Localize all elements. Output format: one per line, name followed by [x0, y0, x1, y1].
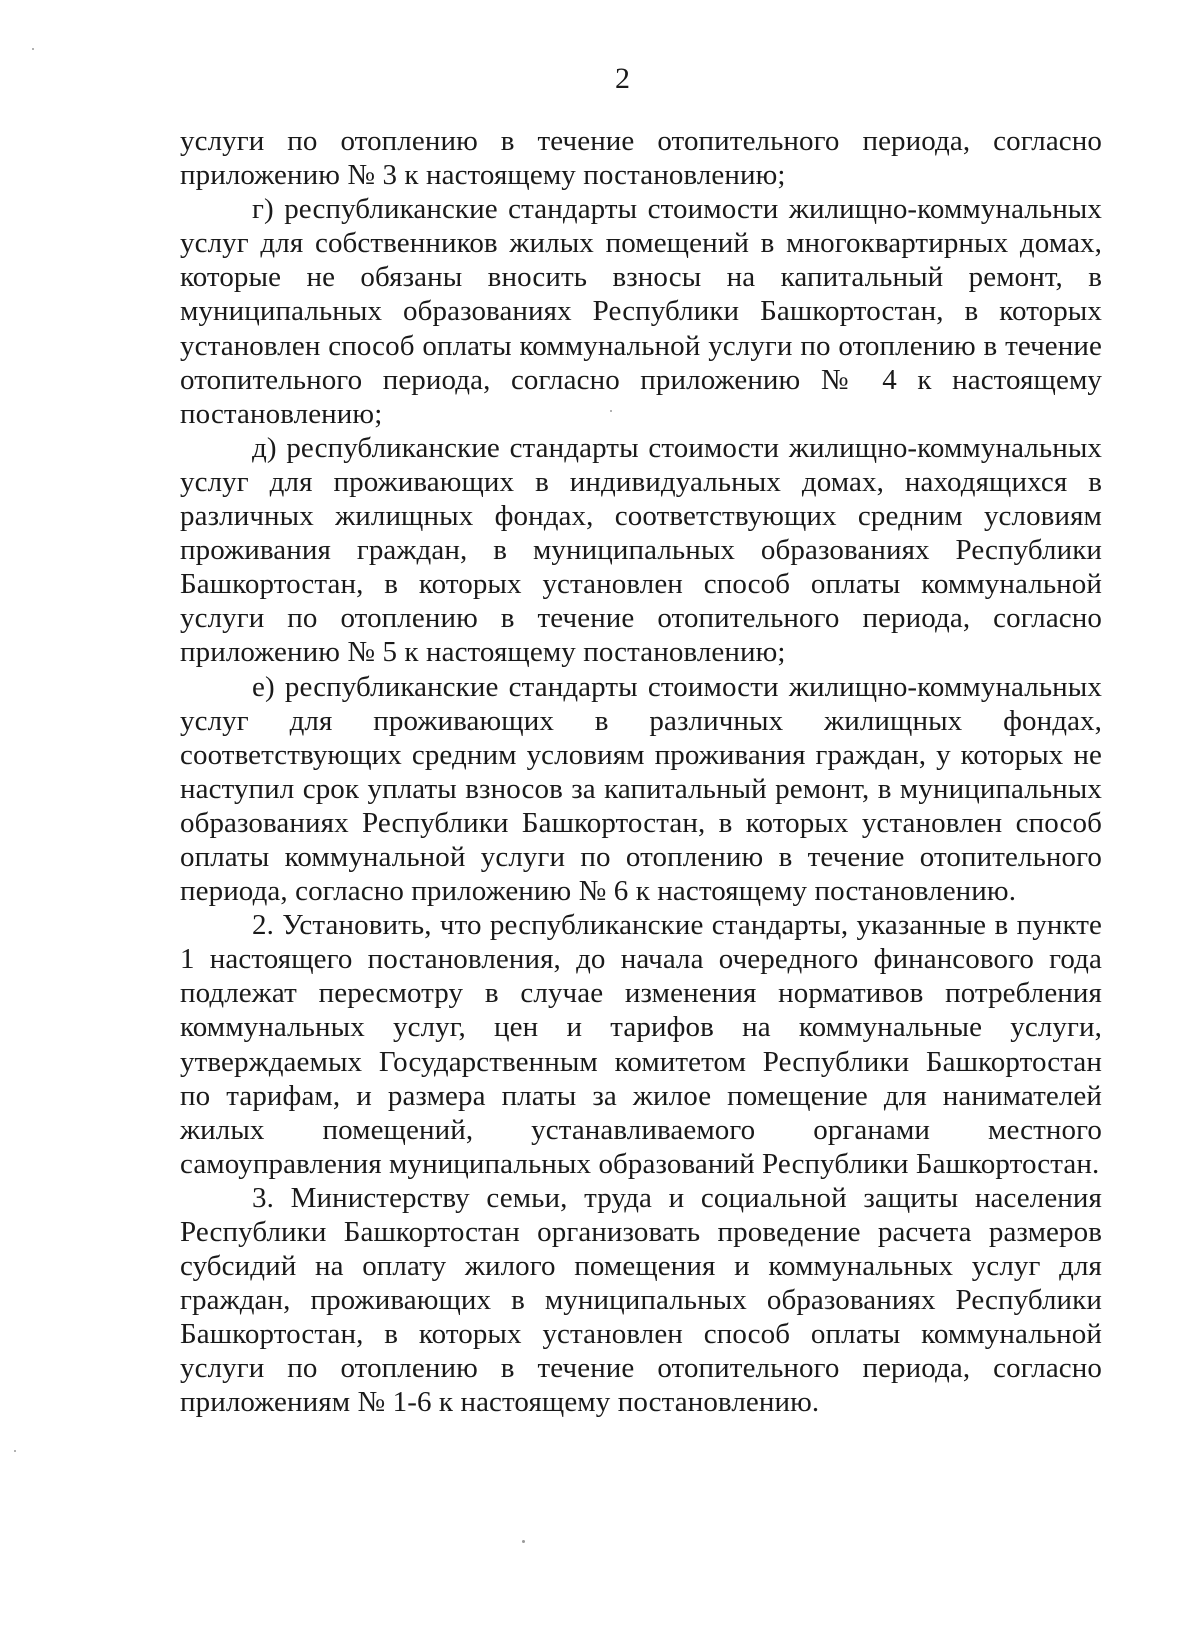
page-number: 2	[615, 62, 630, 95]
paragraph-item-g: г) республиканские стандарты стоимости жилищно-коммунальных услуг для собственников жилых помещений в многоквартирных домах, которые не обязаны вносить взносы на капитальный ремонт, в муниципальных образованиях Республики Башкортостан, в которых установлен способ оплаты коммунальной услуги по отоплению в течение отопительного периода, согласно приложению № 4 к настоящему постановлению;	[180, 193, 1102, 430]
scan-speck	[32, 48, 34, 50]
scan-speck	[610, 410, 612, 412]
paragraph-continuation: услуги по отоплению в течение отопительного периода, согласно приложению № 3 к настоящему постановлению;	[180, 125, 1102, 192]
paragraph-item-e: е) республиканские стандарты стоимости жилищно-коммунальных услуг для проживающих в различных жилищных фондах, соответствующих средним условиям проживания граждан, у которых не наступил срок уплаты взносов за капитальный ремонт, в муниципальных образованиях Республики Башкортостан, в которых установлен способ оплаты коммунальной услуги по отоплению в течение отопительного периода, согласно приложению № 6 к настоящему постановлению.	[180, 670, 1102, 908]
scan-speck	[522, 1540, 525, 1543]
paragraph-clause-3: 3. Министерству семьи, труда и социальной защиты населения Республики Башкортостан организовать проведение расчета размеров субсидий на оплату жилого помещения и коммунальных услуг для граждан, проживающих в муниципальных образованиях Республики Башкортостан, в которых установлен способ оплаты коммунальной услуги по отоплению в течение отопительного периода, согласно приложениям № 1-6 к настоящему постановлению.	[180, 1181, 1102, 1419]
paragraph-clause-2: 2. Установить, что республиканские стандарты, указанные в пункте 1 настоящего постановления, до начала очередного финансового года подлежат пересмотру в случае изменения нормативов потребления коммунальных услуг, цен и тарифов на коммунальные услуги, утверждаемых Государственным комитетом Республики Башкортостан по тарифам, и размера платы за жилое помещение для нанимателей жилых помещений, устанавливаемого органами местного самоуправления муниципальных образований Республики Башкортостан.	[180, 909, 1102, 1180]
scan-speck	[14, 1450, 16, 1452]
paragraph-item-d: д) республиканские стандарты стоимости жилищно-коммунальных услуг для проживающих в индивидуальных домах, находящихся в различных жилищных фондах, соответствующих средним условиям проживания граждан, в муниципальных образованиях Республики Башкортостан, в которых установлен способ оплаты коммунальной услуги по отоплению в течение отопительного периода, согласно приложению № 5 к настоящему постановлению;	[180, 431, 1102, 669]
document-body	[180, 124, 1102, 1420]
